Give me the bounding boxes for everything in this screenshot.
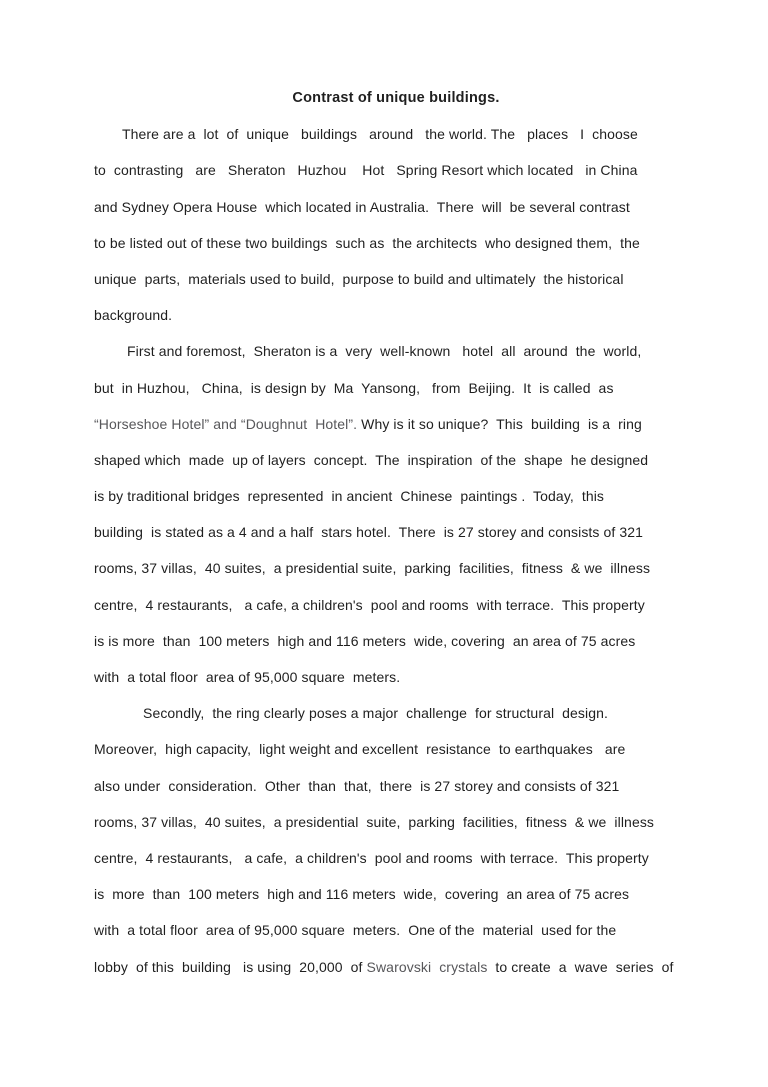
text-line bbox=[94, 442, 698, 478]
text-segment: to create a wave series of bbox=[487, 958, 674, 975]
text-segment: unique parts, materials used to build, purpose to build and ultimately the historical bbox=[94, 270, 624, 287]
text-segment: is more than 100 meters high and 116 meters wide, covering an area of 75 acres bbox=[94, 886, 630, 903]
text-segment: but in Huzhou, China, is design by Ma Yansong, from Beijing. It is called as bbox=[94, 379, 614, 396]
paragraph bbox=[94, 333, 698, 695]
text-line bbox=[94, 550, 698, 586]
text-line bbox=[94, 912, 698, 948]
text-segment: rooms, 37 villas, 40 suites, a presidential suite, parking facilities, fitness & we illness bbox=[94, 813, 655, 830]
text-segment: to be listed out of these two buildings such as the architects who designed them, the bbox=[94, 234, 640, 251]
text-segment: centre, 4 restaurants, a cafe, a children's pool and rooms with terrace. This property bbox=[94, 849, 649, 866]
text-line bbox=[94, 876, 698, 912]
text-segment: lobby of this building is using 20,000 of bbox=[94, 958, 367, 975]
document-body bbox=[94, 116, 698, 985]
text-line bbox=[94, 189, 698, 225]
text-segment: rooms, 37 villas, 40 suites, a presidential suite, parking facilities, fitness & we illness bbox=[94, 560, 651, 577]
text-segment: also under consideration. Other than that, there is 27 storey and consists of 321 bbox=[94, 777, 620, 794]
text-segment: shaped which made up of layers concept. The inspiration of the shape he designed bbox=[94, 451, 649, 468]
text-line bbox=[94, 768, 698, 804]
text-line bbox=[94, 297, 698, 333]
text-line bbox=[94, 514, 698, 550]
text-segment: centre, 4 restaurants, a cafe, a children's pool and rooms with terrace. This property bbox=[94, 596, 645, 613]
muted-text-segment: Swarovski crystals bbox=[366, 958, 488, 975]
text-segment: building is stated as a 4 and a half stars hotel. There is 27 storey and consists of 321 bbox=[94, 524, 644, 541]
document-title: Contrast of unique buildings. bbox=[292, 90, 500, 106]
text-line bbox=[94, 659, 698, 695]
text-line bbox=[94, 225, 698, 261]
text-segment: with a total floor area of 95,000 square meters. bbox=[94, 669, 401, 685]
text-segment: Secondly, the ring clearly poses a major challenge for structural design. bbox=[143, 705, 609, 722]
document-content bbox=[94, 80, 698, 985]
paragraph bbox=[94, 116, 698, 333]
text-segment: and Sydney Opera House which located in Australia. There will be several contrast bbox=[94, 198, 630, 215]
text-line bbox=[94, 623, 698, 659]
text-segment: First and foremost, Sheraton is a very well-known hotel all around the world, bbox=[127, 343, 642, 360]
text-segment: to contrasting are Sheraton Huzhou Hot Spring Resort which located in China bbox=[94, 162, 638, 179]
text-line bbox=[94, 804, 698, 840]
paragraph bbox=[94, 695, 698, 985]
text-segment: There are a lot of unique buildings around the world. The places I choose bbox=[122, 126, 638, 143]
text-line bbox=[94, 152, 698, 188]
text-line bbox=[94, 731, 698, 767]
text-line bbox=[94, 949, 698, 985]
text-segment: Moreover, high capacity, light weight and excellent resistance to earthquakes are bbox=[94, 741, 626, 758]
muted-text-segment: “Horseshoe Hotel” and “Doughnut Hotel”. bbox=[94, 415, 358, 432]
text-line bbox=[94, 840, 698, 876]
text-segment: background. bbox=[94, 307, 173, 324]
text-line bbox=[94, 261, 698, 297]
text-segment: is by traditional bridges represented in ancient Chinese paintings . Today, this bbox=[94, 488, 605, 505]
text-line bbox=[94, 406, 698, 442]
text-segment: is is more than 100 meters high and 116 meters wide, covering an area of 75 acres bbox=[94, 632, 636, 649]
text-line bbox=[94, 370, 698, 406]
text-line bbox=[94, 695, 698, 731]
text-line bbox=[94, 478, 698, 514]
text-line bbox=[94, 587, 698, 623]
text-line bbox=[94, 116, 698, 152]
text-line bbox=[94, 333, 698, 369]
text-segment: Why is it so unique? This building is a ring bbox=[357, 415, 642, 432]
text-segment: with a total floor area of 95,000 square meters. One of the material used for the bbox=[94, 922, 617, 939]
